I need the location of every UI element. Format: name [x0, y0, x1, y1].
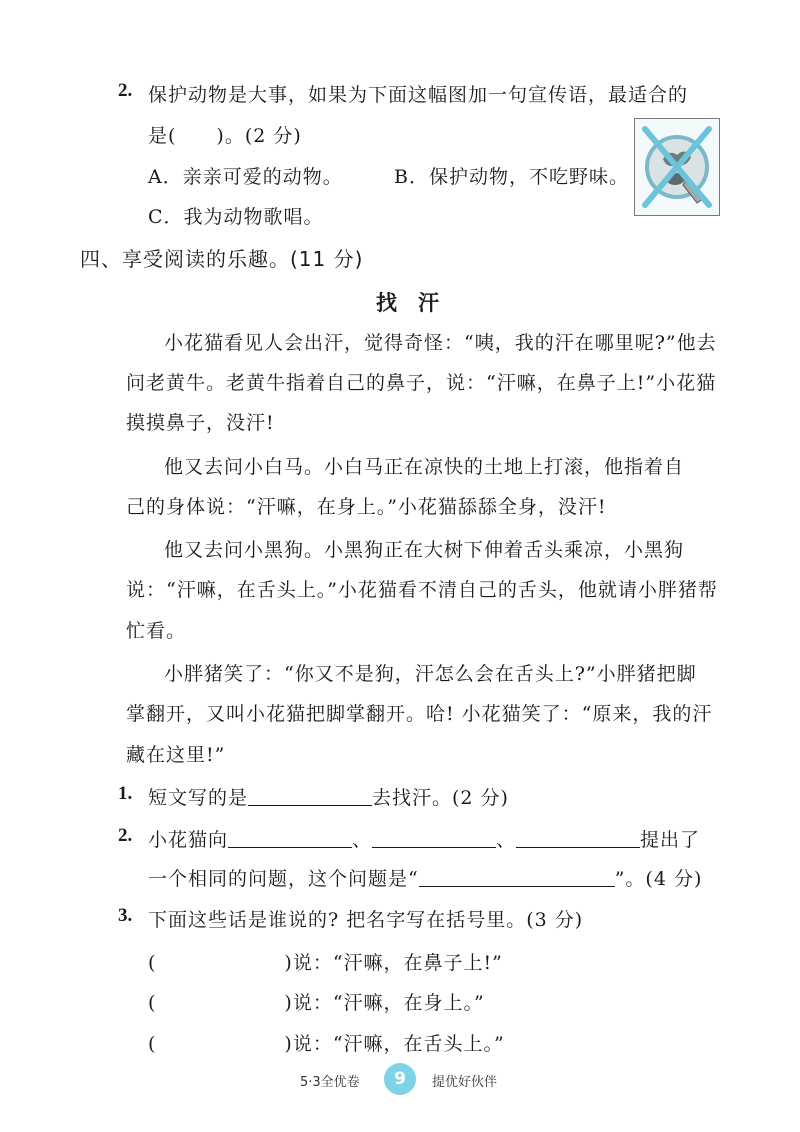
question-number: 2.	[118, 80, 133, 101]
question-text: 一个相同的问题，这个问题是“	[148, 868, 419, 890]
footer-brand: 5·3全优卷	[300, 1075, 360, 1090]
question-text: 小花猫向	[148, 829, 229, 851]
option-a[interactable]: A．亲亲可爱的动物。	[148, 166, 343, 188]
bracket-open: (	[148, 1033, 157, 1055]
question-text: 提出了	[640, 829, 701, 851]
question-2-line2	[148, 864, 702, 891]
page-number-badge: 9	[384, 1063, 416, 1095]
question-2	[148, 825, 700, 852]
answer-row	[148, 988, 485, 1015]
question-text: 下面这些话是谁说的? 把名字写在括号里。(3 分)	[148, 909, 584, 931]
paragraph-line: 藏在这里!”	[126, 744, 226, 766]
paragraph-line: 忙看。	[126, 620, 187, 642]
quote-text: )说：“汗嘛，在身上。”	[284, 992, 485, 1014]
story-title: 找 汗	[376, 291, 439, 315]
question-text: ”。(4 分)	[614, 868, 703, 890]
answer-blank[interactable]	[248, 787, 372, 806]
separator: 、	[496, 829, 517, 851]
quote-text: )说：“汗嘛，在鼻子上!”	[284, 952, 503, 974]
question-text: 去找汗。(2 分)	[372, 787, 509, 809]
paragraph-line: 他又去问小白马。小白马正在凉快的土地上打滚，他指着自	[164, 456, 685, 478]
footer-slogan: 提优好伙伴	[432, 1075, 498, 1090]
answer-blank[interactable]	[419, 868, 615, 887]
separator: 、	[352, 829, 373, 851]
question-text: 是( )。(2 分)	[148, 125, 302, 147]
paragraph-line: 己的身体说：“汗嘛，在身上。”小花猫舔舔全身，没汗!	[126, 496, 607, 518]
option-b[interactable]: B．保护动物，不吃野味。	[394, 166, 629, 188]
paragraph-line: 小花猫看见人会出汗，觉得奇怪：“咦，我的汗在哪里呢?”他去	[164, 332, 717, 354]
answer-blank[interactable]	[228, 829, 352, 848]
answer-row	[148, 1029, 505, 1056]
question-text: 短文写的是	[148, 787, 249, 809]
question-number: 2.	[118, 825, 133, 846]
option-c[interactable]: C．我为动物歌唱。	[148, 206, 324, 228]
paragraph-line: 小胖猪笑了：“你又不是狗，汗怎么会在舌头上?”小胖猪把脚	[164, 663, 697, 685]
paragraph-line: 问老黄牛。老黄牛指着自己的鼻子，说：“汗嘛，在鼻子上!”小花猫	[126, 372, 717, 394]
question-text: 保护动物是大事，如果为下面这幅图加一句宣传语，最适合的	[148, 84, 689, 106]
answer-row	[148, 948, 503, 975]
paragraph-line: 说：“汗嘛，在舌头上。”小花猫看不清自己的舌头，他就请小胖猪帮	[126, 579, 718, 601]
bracket-open: (	[148, 952, 157, 974]
question-number: 3.	[118, 905, 133, 926]
question-1	[148, 783, 509, 810]
answer-blank[interactable]	[372, 829, 496, 848]
paragraph-line: 摸摸鼻子，没汗!	[126, 412, 275, 434]
no-eating-wild-animals-icon	[634, 118, 720, 216]
answer-blank[interactable]	[516, 829, 640, 848]
paragraph-line: 掌翻开，又叫小花猫把脚掌翻开。哈! 小花猫笑了：“原来，我的汗	[126, 703, 713, 725]
quote-text: )说：“汗嘛，在舌头上。”	[284, 1033, 505, 1055]
section-heading: 四、享受阅读的乐趣。(11 分)	[80, 247, 364, 271]
question-number: 1.	[118, 783, 133, 804]
paragraph-line: 他又去问小黑狗。小黑狗正在大树下伸着舌头乘凉，小黑狗	[164, 539, 685, 561]
bracket-open: (	[148, 992, 157, 1014]
